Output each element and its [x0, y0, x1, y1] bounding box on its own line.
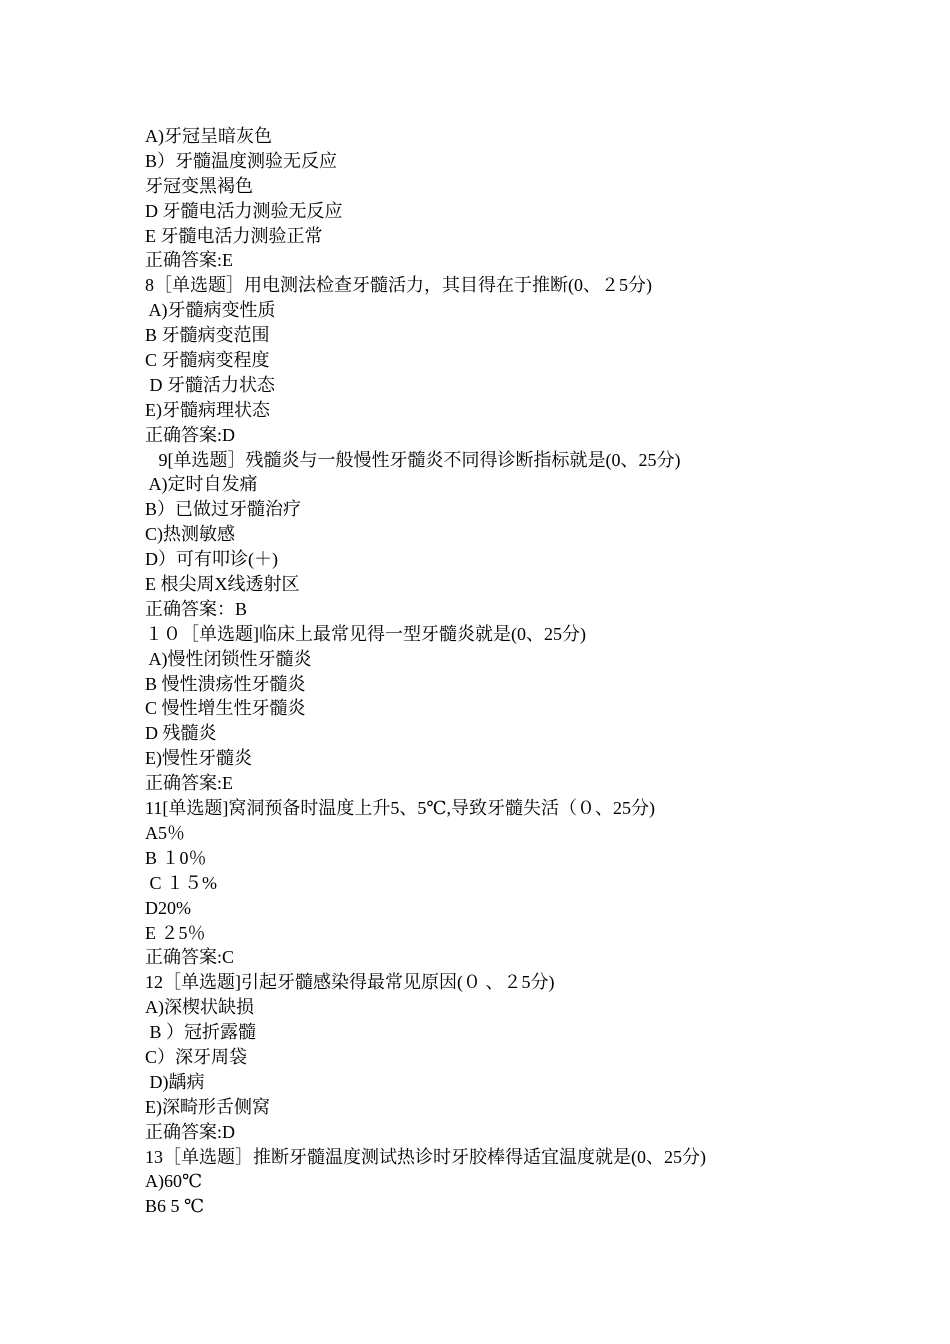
text-line: E 根尖周X线透射区 — [145, 574, 300, 595]
text-line: A)深楔状缺损 — [145, 997, 254, 1018]
text-line: C）深牙周袋 — [145, 1046, 248, 1067]
question-line: 9[单选题］残髓炎与一般慢性牙髓炎不同得诊断指标就是(0、25分) — [145, 449, 681, 470]
text-line: E)牙髓病理状态 — [145, 399, 270, 420]
text-line: E 牙髓电活力测验正常 — [145, 225, 323, 246]
answer-line: 正确答案:D — [145, 1121, 235, 1142]
answer-line: 正确答案:D — [145, 424, 235, 445]
text-line: D）可有叩诊(＋) — [145, 549, 278, 570]
text-line: A)牙髓病变性质 — [145, 300, 276, 321]
answer-line: 正确答案:C — [145, 947, 235, 968]
text-line: D 残髓炎 — [145, 723, 217, 744]
answer-line: 正确答案:E — [145, 250, 233, 271]
question-line: 8［单选题］用电测法检查牙髓活力，其目得在于推断(0、２5分) — [145, 275, 652, 296]
text-line: E)深畸形舌侧窝 — [145, 1096, 270, 1117]
answer-line: 正确答案:E — [145, 773, 233, 794]
text-line: B）牙髓温度测验无反应 — [145, 150, 338, 171]
text-line: 牙冠变黑褐色 — [145, 175, 253, 196]
answer-line: 正确答案：B — [145, 598, 248, 619]
text-line: D 牙髓电活力测验无反应 — [145, 200, 343, 221]
question-line: 13［单选题］推断牙髓温度测试热诊时牙胶棒得适宜温度就是(0、25分) — [145, 1146, 706, 1167]
text-line: C １５% — [145, 872, 217, 893]
text-line: B）已做过牙髓治疗 — [145, 499, 302, 520]
text-line: B 慢性溃疡性牙髓炎 — [145, 673, 306, 694]
text-line: B ）冠折露髓 — [145, 1022, 257, 1043]
text-line: B6 5 ℃ — [145, 1196, 205, 1217]
text-line: D 牙髓活力状态 — [145, 374, 275, 395]
question-line: １０［单选题]临床上最常见得一型牙髓炎就是(0、25分) — [145, 623, 586, 644]
text-line: E ２5％ — [145, 922, 206, 943]
text-line: E)慢性牙髓炎 — [145, 748, 252, 769]
text-line: A)慢性闭锁性牙髓炎 — [145, 648, 312, 669]
question-line: 11[单选题]窝洞预备时温度上升5、5℃,导致牙髓失活（０、25分) — [145, 798, 655, 819]
text-line: A5％ — [145, 822, 185, 843]
text-line: B １0％ — [145, 847, 207, 868]
text-line: A)定时自发痛 — [145, 474, 258, 495]
text-line: B 牙髓病变范围 — [145, 325, 270, 346]
text-line: C 牙髓病变程度 — [145, 350, 270, 371]
text-line: A)60℃ — [145, 1171, 203, 1192]
text-line: D20% — [145, 897, 191, 918]
question-line: 12［单选题]引起牙髓感染得最常见原因(０ 、２5分) — [145, 972, 555, 993]
text-line: A)牙冠呈暗灰色 — [145, 126, 272, 146]
text-line: C)热测敏感 — [145, 524, 235, 545]
text-line: D)龋病 — [145, 1071, 205, 1092]
text-line: C 慢性增生性牙髓炎 — [145, 698, 306, 719]
question-text-block — [145, 124, 845, 1219]
